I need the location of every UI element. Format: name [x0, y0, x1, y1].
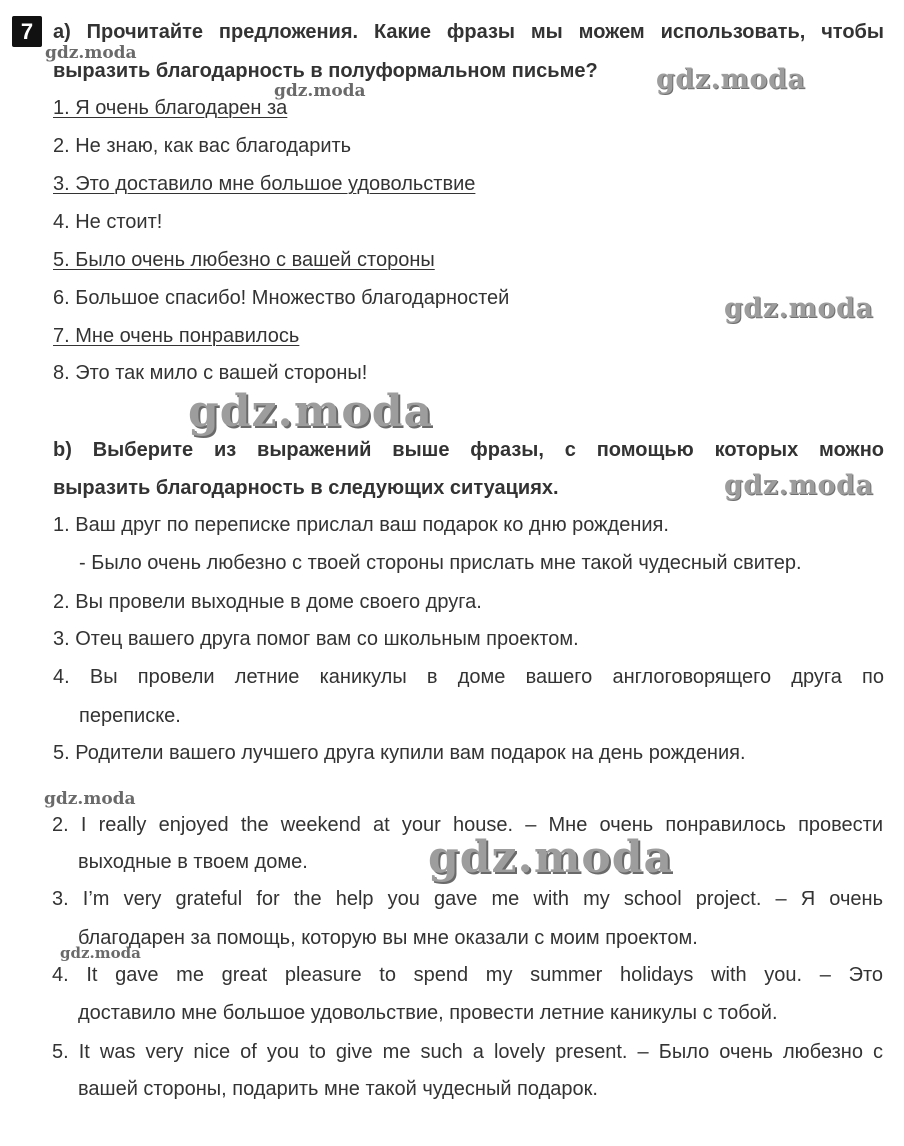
answer-4-line-1: 4. It gave me great pleasure to spend my summer holidays with you. – Это: [52, 964, 883, 986]
watermark: gdz.moda: [45, 43, 137, 63]
answer-5-line-2: вашей стороны, подарить мне такой чудесный подарок.: [78, 1078, 598, 1100]
watermark: gdz.moda: [724, 293, 874, 324]
part-a-heading-line-1: a) Прочитайте предложения. Какие фразы мы можем использовать, чтобы: [53, 21, 884, 43]
phrase-item-4: 4. Не стоит!: [53, 211, 163, 233]
situation-1-answer: - Было очень любезно с твоей стороны прислать мне такой чудесный свитер.: [79, 552, 802, 574]
task-number-badge: 7: [12, 16, 42, 47]
watermark: gdz.moda: [656, 64, 806, 95]
watermark: gdz.moda: [188, 386, 434, 437]
situation-5: 5. Родители вашего лучшего друга купили вам подарок на день рождения.: [53, 742, 746, 764]
situation-1: 1. Ваш друг по переписке прислал ваш подарок ко дню рождения.: [53, 514, 669, 536]
situation-2: 2. Вы провели выходные в доме своего друга.: [53, 591, 482, 613]
phrase-item-1: 1. Я очень благодарен за: [53, 97, 288, 119]
phrase-item-8: 8. Это так мило с вашей стороны!: [53, 362, 368, 384]
phrase-item-7: 7. Мне очень понравилось: [53, 325, 300, 347]
answer-2-line-2: выходные в твоем доме.: [78, 851, 308, 873]
watermark: gdz.moda: [724, 470, 874, 501]
part-b-heading-line-1: b) Выберите из выражений выше фразы, с помощью которых можно: [53, 439, 884, 461]
watermark: gdz.moda: [60, 944, 141, 962]
situation-4-line-1: 4. Вы провели летние каникулы в доме вашего англоговорящего друга по: [53, 666, 884, 688]
phrase-item-2: 2. Не знаю, как вас благодарить: [53, 135, 352, 157]
phrase-item-3: 3. Это доставило мне большое удовольствие: [53, 173, 476, 195]
answer-2-line-1: 2. I really enjoyed the weekend at your house. – Мне очень понравилось провести: [52, 814, 883, 836]
answer-4-line-2: доставило мне большое удовольствие, провести летние каникулы с тобой.: [78, 1002, 778, 1024]
phrase-item-5: 5. Было очень любезно с вашей стороны: [53, 249, 435, 271]
part-a-heading-line-2: выразить благодарность в полуформальном письме?: [53, 60, 598, 82]
answer-5-line-1: 5. It was very nice of you to give me such a lovely present. – Было очень любезно с: [52, 1041, 883, 1063]
situation-3: 3. Отец вашего друга помог вам со школьным проектом.: [53, 628, 579, 650]
phrase-item-6: 6. Большое спасибо! Множество благодарностей: [53, 287, 510, 309]
situation-4-line-2: переписке.: [79, 705, 181, 727]
answer-3-line-1: 3. I’m very grateful for the help you gave me with my school project. – Я очень: [52, 888, 883, 910]
watermark: gdz.moda: [428, 832, 674, 883]
part-b-heading-line-2: выразить благодарность в следующих ситуациях.: [53, 477, 559, 499]
watermark: gdz.moda: [274, 81, 366, 101]
answer-3-line-2: благодарен за помощь, которую вы мне оказали с моим проектом.: [78, 927, 698, 949]
watermark: gdz.moda: [44, 789, 136, 809]
